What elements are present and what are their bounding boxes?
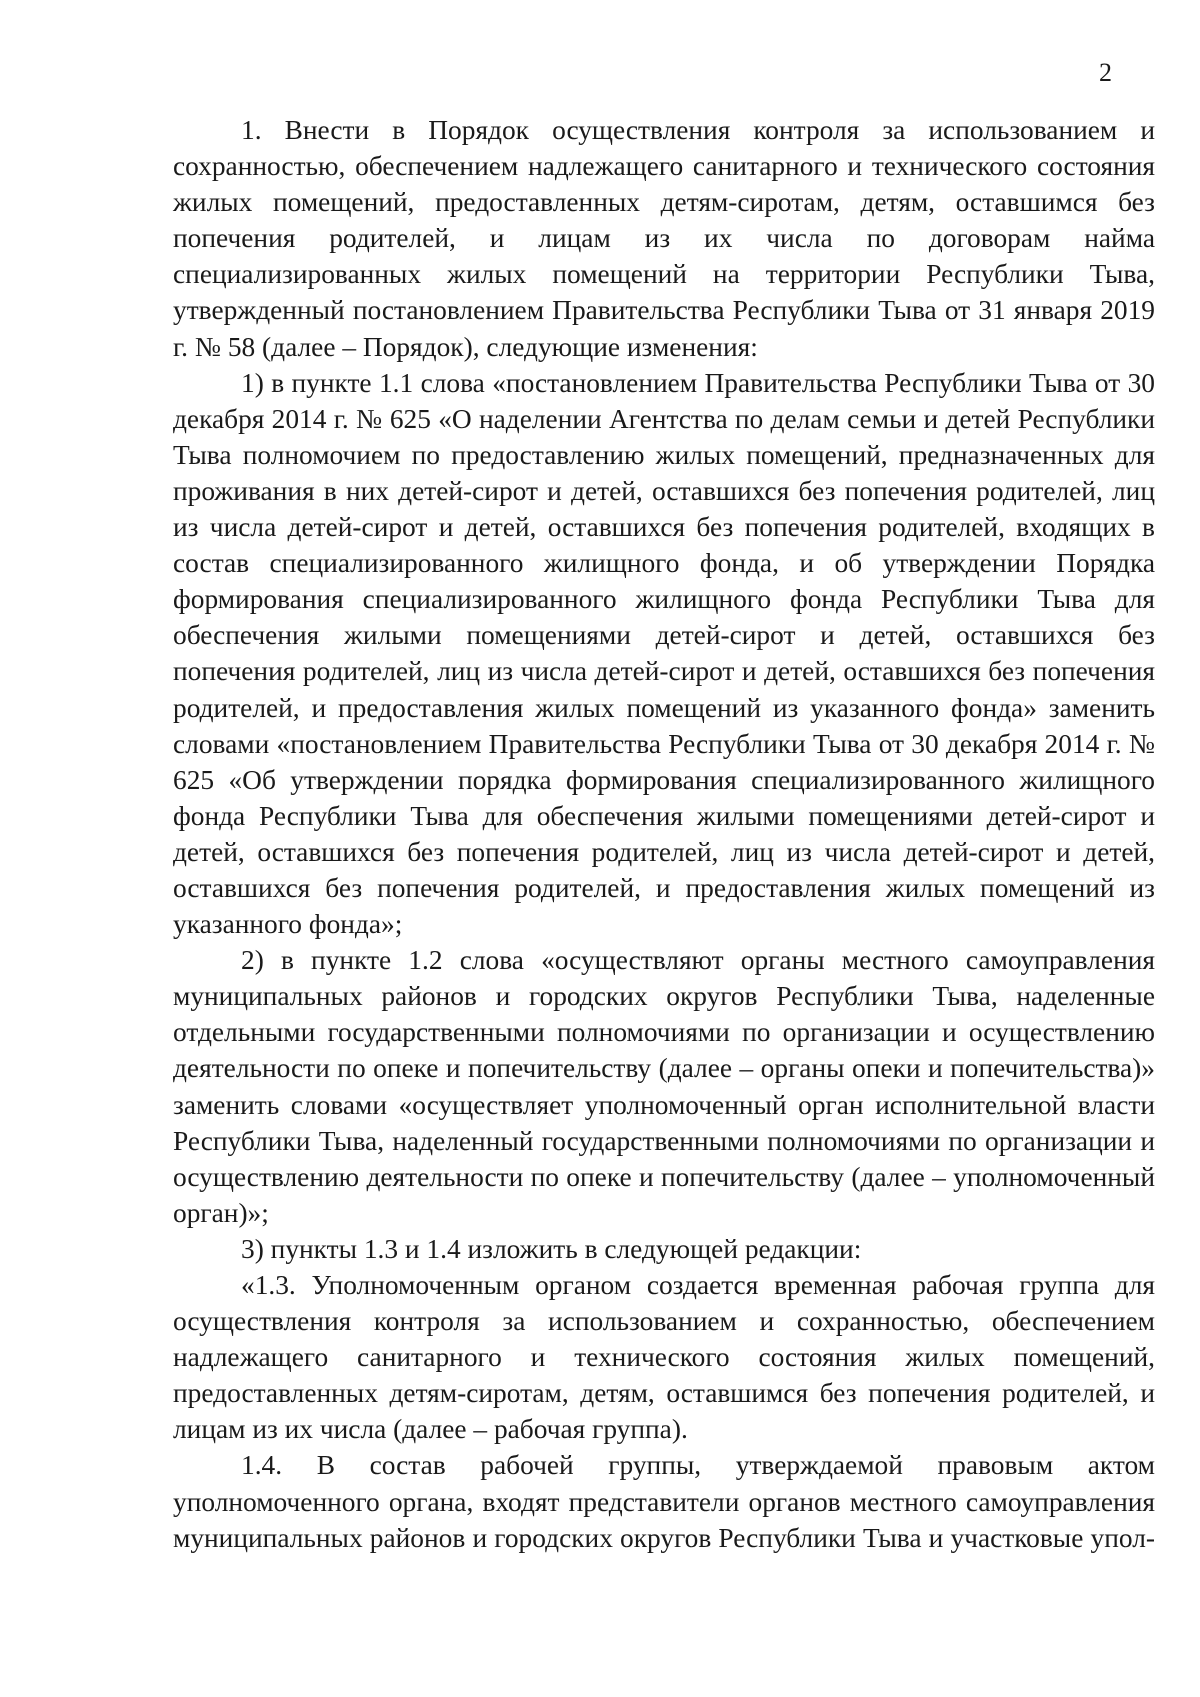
paragraph-clause-1-4: 1.4. В состав рабочей группы, утверждаемой правовым актом уполномоченного органа, входят представители органов местного самоуправления муниципальных районов и городских округов Республики Тыва и участковые упол- <box>173 1450 1155 1553</box>
paragraph-item-1: 1) в пункте 1.1 слова «постановлением Правительства Республики Тыва от 30 декабря 2014 г. № 625 «О наделении Агентства по делам семьи и детей Республики Тыва полномочием по предоставлению жилых помещений, предназначенных для проживания в них детей-сирот и детей, оставшихся без попечения родителей, лиц из числа детей-сирот и детей, оставшихся без попечения родителей, входящих в состав специализированного жилищного фонда, и об утверждении Порядка формирования специализированного жилищного фонда Республики Тыва для обеспечения жилыми помещениями детей-сирот и детей, оставшихся без попечения родителей, лиц из числа детей-сирот и детей, оставшихся без попечения родителей, и предоставления жилых помещений из указанного фонда» заменить словами «постановлением Правительства Республики Тыва от 30 декабря 2014 г. № 625 «Об утверждении порядка формирования специализированного жилищного фонда Республики Тыва для обеспечения жилыми помещениями детей-сирот и детей, оставшихся без попечения родителей, лиц из числа детей-сирот и детей, оставшихся без попечения родителей, и предоставления жилых помещений из указанного фонда»; <box>173 367 1155 940</box>
paragraph-clause-1-3: «1.3. Уполномоченным органом создается временная рабочая группа для осуществления контроля за использованием и сохранностью, обеспечением надлежащего санитарного и технического состояния жилых помещений, предоставленных детям-сиротам, детям, оставшимся без попечения родителей, и лицам из их числа (далее – рабочая группа). <box>173 1270 1155 1445</box>
page-number: 2 <box>1099 58 1112 87</box>
paragraph-item-2: 2) в пункте 1.2 слова «осуществляют органы местного самоуправления муниципальных районов и городских округов Республики Тыва, наделенные отдельными государственными полномочиями по организации и осуществлению деятельности по опеке и попечительству (далее – органы опеки и попечительства)» заменить словами «осуществляет уполномоченный орган исполнительной власти Республики Тыва, наделенный государственными полномочиями по организации и осуществлению деятельности по опеке и попечительству (далее – уполномоченный орган)»; <box>173 945 1155 1228</box>
paragraph-item-3: 3) пункты 1.3 и 1.4 изложить в следующей редакции: <box>241 1233 862 1264</box>
paragraph-1-amendment-intro: 1. Внести в Порядок осуществления контроля за использованием и сохранностью, обеспечением надлежащего санитарного и технического состояния жилых помещений, предоставленных детям-сиротам, детям, оставшимся без попечения родителей, и лицам из их числа по договорам найма специализированных жилых помещений на территории Республики Тыва, утвержденный постановлением Правительства Республики Тыва от 31 января 2019 г. № 58 (далее – Порядок), следующие изменения: <box>173 115 1155 362</box>
document-body <box>173 112 1155 1556</box>
